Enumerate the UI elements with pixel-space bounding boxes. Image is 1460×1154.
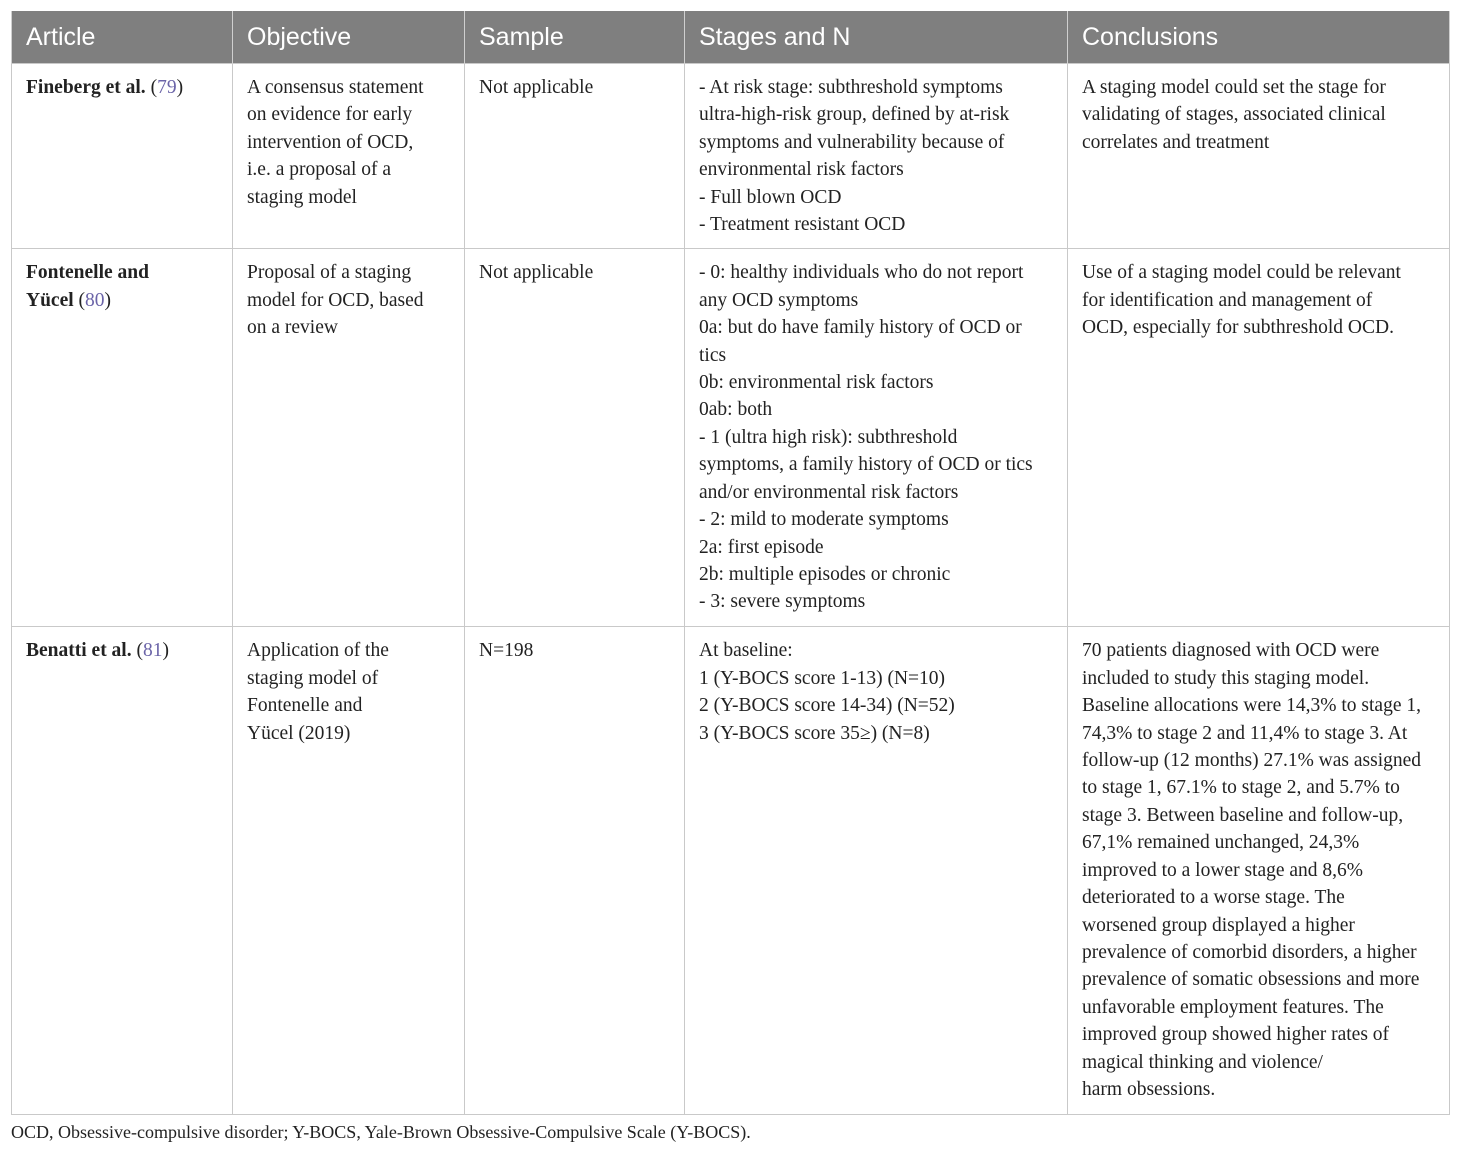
stages-cell: At baseline: 1 (Y-BOCS score 1-13) (N=10) 2 (Y-BOCS score 14-34) (N=52) 3 (Y-BOCS score 35≥) (N=8) <box>685 627 1068 1115</box>
data-table-container <box>11 11 1449 1115</box>
sample-cell: Not applicable <box>465 249 685 627</box>
article-name: Fineberg et al. <box>26 77 146 98</box>
table-row <box>12 249 1450 627</box>
reference-link[interactable]: 80 <box>85 289 105 311</box>
objective-cell: Proposal of a staging model for OCD, based on a review <box>233 249 465 627</box>
table-footnote: OCD, Obsessive-compulsive disorder; Y-BOCS, Yale-Brown Obsessive-Compulsive Scale (Y-BOCS). <box>11 1122 751 1142</box>
table-header-row <box>12 11 1450 64</box>
column-header-conclusions: Conclusions <box>1068 11 1450 64</box>
article-name: Benatti et al. <box>26 640 132 662</box>
conclusions-cell: A staging model could set the stage for validating of stages, associated clinical correlates and treatment <box>1068 64 1450 249</box>
reference-link[interactable]: 81 <box>142 640 163 662</box>
sample-cell: N=198 <box>465 627 685 1115</box>
stages-cell: - 0: healthy individuals who do not report any OCD symptoms 0a: but do have family history of OCD or tics 0b: environmental risk factors 0ab: both - 1 (ultra high risk): subthreshold symptoms, a family history of OCD or tics and/or environmental risk factors - 2: mild to moderate symptoms 2a: first episode 2b: multiple episodes or chronic - 3: severe symptoms <box>685 249 1068 627</box>
table-row <box>12 64 1450 249</box>
column-header-article: Article <box>12 11 233 64</box>
stages-cell: - At risk stage: subthreshold symptoms ultra-high-risk group, defined by at-risk symptoms and vulnerability because of environmental risk factors - Full blown OCD - Treatment resistant OCD <box>685 64 1068 249</box>
column-header-sample: Sample <box>465 11 685 64</box>
conclusions-cell: Use of a staging model could be relevant for identification and management of OCD, especially for subthreshold OCD. <box>1068 249 1450 627</box>
article-cell: Fontenelle and Yücel (80) <box>12 249 233 627</box>
article-cell: Fineberg et al. (79) <box>12 64 233 249</box>
article-name: Fontenelle and Yücel <box>26 262 149 311</box>
column-header-stages: Stages and N <box>685 11 1068 64</box>
data-table <box>11 11 1450 1115</box>
article-cell: Benatti et al. (81) <box>12 627 233 1115</box>
sample-cell: Not applicable <box>465 64 685 249</box>
reference-link[interactable]: 79 <box>157 77 177 98</box>
column-header-objective: Objective <box>233 11 465 64</box>
objective-cell: Application of the staging model of Fontenelle and Yücel (2019) <box>233 627 465 1115</box>
table-row <box>12 627 1450 1115</box>
conclusions-cell: 70 patients diagnosed with OCD were included to study this staging model. Baseline allocations were 14,3% to stage 1, 74,3% to stage 2 and 11,4% to stage 3. At follow-up (12 months) 27.1% was assigned to stage 1, 67.1% to stage 2, and 5.7% to stage 3. Between baseline and follow-up, 67,1% remained unchanged, 24,3% improved to a lower stage and 8,6% deteriorated to a worse stage. The worsened group displayed a higher prevalence of comorbid disorders, a higher prevalence of somatic obsessions and more unfavorable employment features. The improved group showed higher rates of magical thinking and violence/ harm obsessions. <box>1068 627 1450 1115</box>
objective-cell: A consensus statement on evidence for early intervention of OCD, i.e. a proposal of a staging model <box>233 64 465 249</box>
